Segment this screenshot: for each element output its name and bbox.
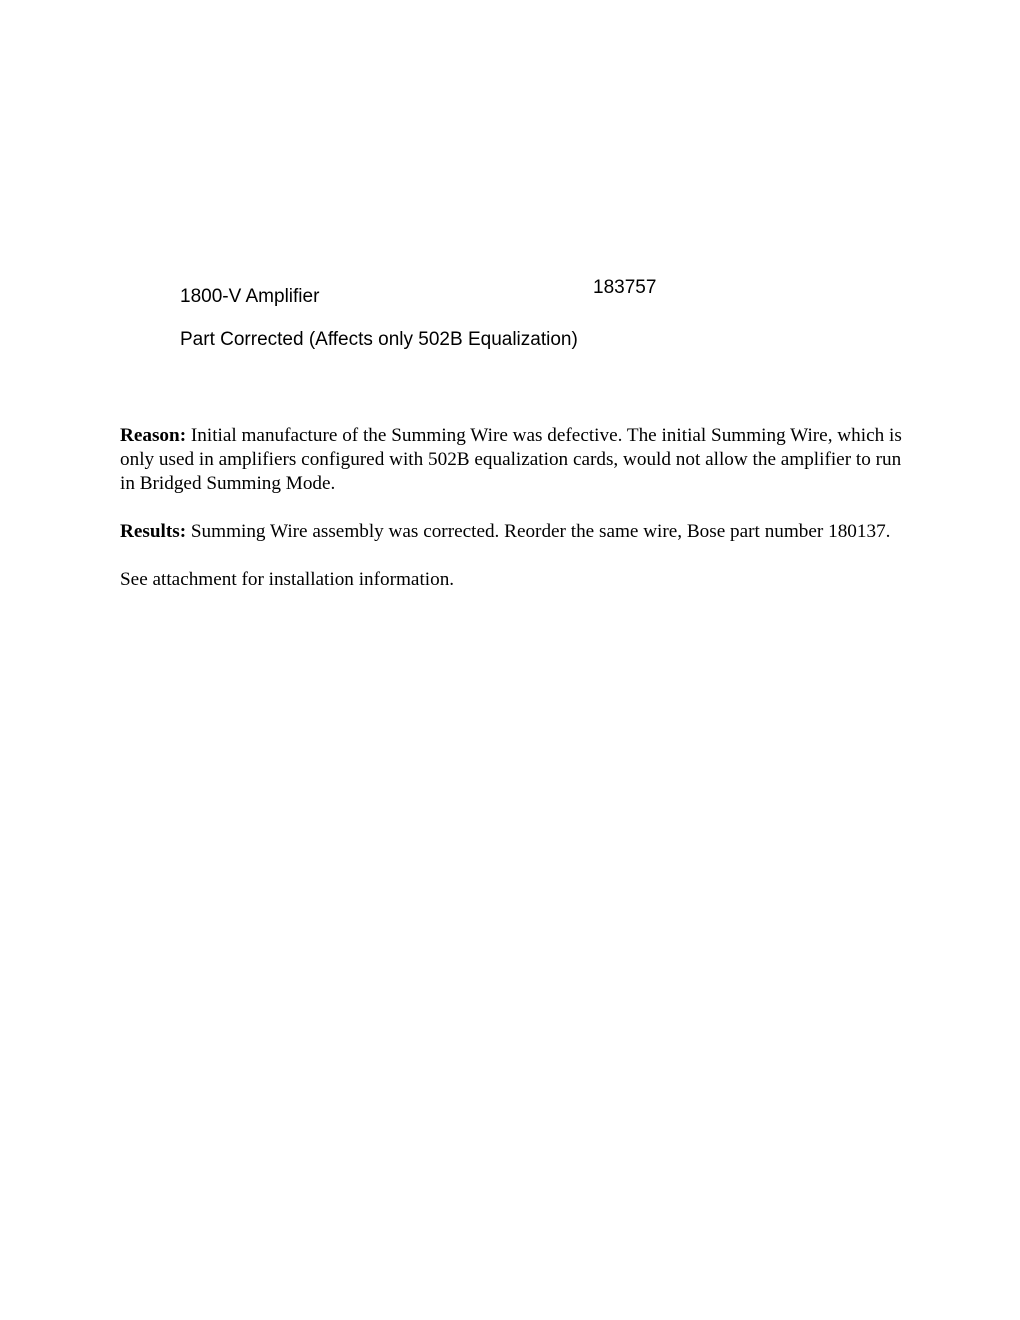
attachment-note: See attachment for installation information. — [120, 569, 455, 590]
results-label: Results: — [120, 521, 187, 542]
results-text: Summing Wire assembly was corrected. Reorder the same wire, Bose part number 180137. — [190, 521, 891, 542]
bulletin-subject: Part Corrected (Affects only 502B Equalization) — [180, 329, 578, 350]
results-paragraph — [120, 520, 910, 544]
reason-paragraph — [120, 424, 910, 496]
bulletin-body — [120, 424, 910, 616]
reason-text: Initial manufacture of the Summing Wire was defective. The initial Summing Wire, which is only used in amplifiers configured with 502B equalization cards, would not allow the amplifier to run in Bridged Summing Mode. — [120, 425, 902, 494]
reason-label: Reason: — [120, 425, 187, 446]
product-name: 1800-V Amplifier — [180, 286, 320, 307]
document-number: 183757 — [593, 277, 657, 298]
